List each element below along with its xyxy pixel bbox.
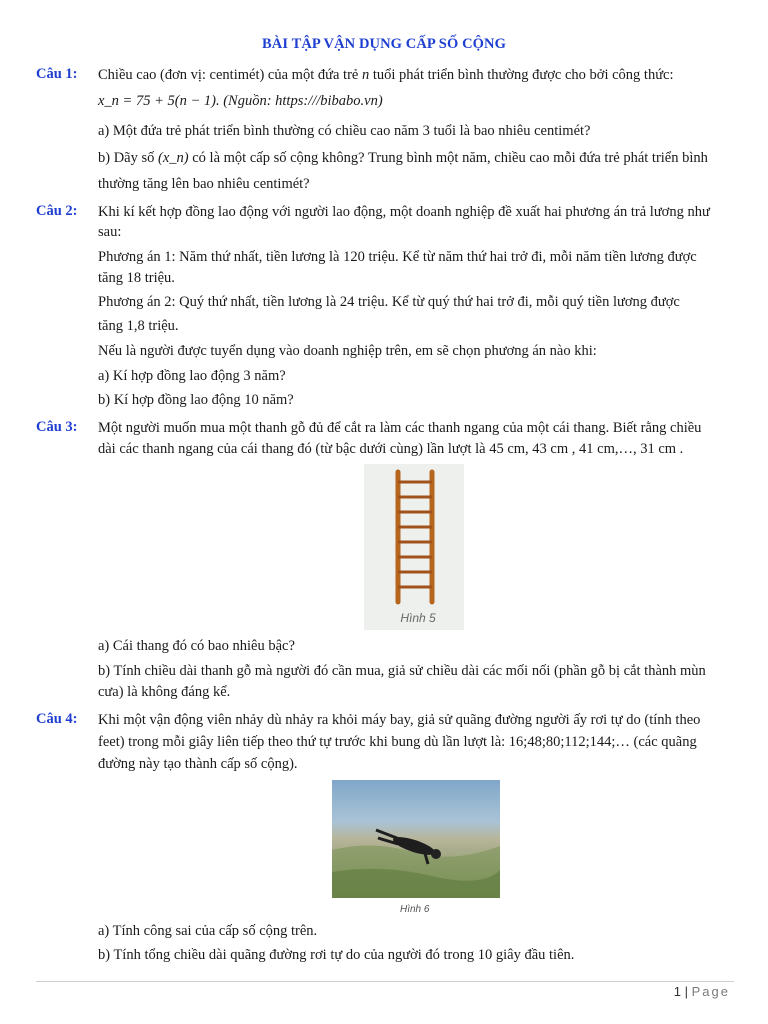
question-4-label: Câu 4: <box>36 711 78 727</box>
question-2-ask: Nếu là người được tuyển dụng vào doanh nghiệp trên, em sẽ chọn phương án nào khi: <box>98 343 597 359</box>
question-2-part-a: a) Kí hợp đồng lao động 3 năm? <box>98 368 286 384</box>
question-4-line-2: feet) trong mỗi giây liên tiếp theo thứ tự trước khi bung dù lần lượt là: 16;48;80;112;144;… (các quãng <box>98 734 697 750</box>
footer-divider <box>36 981 734 982</box>
question-3-part-b: b) Tính chiều dài thanh gỗ mà người đó cần mua, giả sử chiều dài các mối nối (phần gỗ bị cắt thành mùn <box>98 663 706 679</box>
question-1-part-b: b) Dãy số (x_n) có là một cấp số cộng không? Trung bình một năm, chiều cao mỗi đứa trẻ phát triển bình <box>98 150 708 166</box>
question-1-formula-line <box>98 92 383 110</box>
source-note: . (Nguồn: https:///bibabo.vn) <box>215 93 383 109</box>
figure-6-caption: Hình 6 <box>400 904 430 915</box>
question-1-part-b-cont: thường tăng lên bao nhiêu centimét? <box>98 176 310 192</box>
question-2-label: Câu 2: <box>36 203 78 219</box>
ladder-illustration <box>398 472 432 602</box>
page-word: Page <box>691 984 730 999</box>
question-1-label: Câu 1: <box>36 66 78 82</box>
option-1-line-2: tăng 18 triệu. <box>98 270 175 286</box>
question-2-line-2: sau: <box>98 224 122 240</box>
option-2-line-2: tăng 1,8 triệu. <box>98 318 179 334</box>
question-1-part-a: a) Một đứa trẻ phát triển bình thường có chiều cao năm 3 tuổi là bao nhiêu centimét? <box>98 123 591 139</box>
question-4-part-b: b) Tính tổng chiều dài quãng đường rơi tự do của người đó trong 10 giây đầu tiên. <box>98 947 575 963</box>
skydiver-figure <box>332 780 500 898</box>
question-1-line-1: Chiều cao (đơn vị: centimét) của một đứa trẻ n tuổi phát triển bình thường được cho bởi công thức: <box>98 67 674 83</box>
question-4-line-3: đường này tạo thành cấp số cộng). <box>98 756 298 772</box>
question-3-part-b-cont: cưa) là không đáng kể. <box>98 684 231 700</box>
question-2-part-b: b) Kí hợp đồng lao động 10 năm? <box>98 392 294 408</box>
footer-separator: | <box>684 984 688 999</box>
question-3-part-a: a) Cái thang đó có bao nhiêu bậc? <box>98 638 295 654</box>
option-1-line-1: Phương án 1: Năm thứ nhất, tiền lương là 120 triệu. Kể từ năm thứ hai trở đi, mỗi năm tiền lương được <box>98 249 697 265</box>
page-footer <box>674 984 730 999</box>
page-title: BÀI TẬP VẬN DỤNG CẤP SỐ CỘNG <box>262 36 506 52</box>
question-2-line-1: Khi kí kết hợp đồng lao động với người lao động, một doanh nghiệp đề xuất hai phương án trả lương như <box>98 204 710 220</box>
option-2-line-1: Phương án 2: Quý thứ nhất, tiền lương là 24 triệu. Kể từ quý thứ hai trở đi, mỗi quý tiền lương được <box>98 294 680 310</box>
question-3-line-1: Một người muốn mua một thanh gỗ đủ để cắt ra làm các thanh ngang của một cái thang. Biết rằng chiều <box>98 420 702 436</box>
question-3-line-2: dài các thanh ngang của cái thang đó (từ bậc dưới cùng) lần lượt là 45 cm, 43 cm , 41 cm,…, 31 cm . <box>98 441 684 457</box>
ladder-figure <box>364 464 464 630</box>
question-3-label: Câu 3: <box>36 419 78 435</box>
figure-5-caption: Hình 5 <box>400 611 436 625</box>
question-4-line-1: Khi một vận động viên nhảy dù nhảy ra khỏi máy bay, giả sử quãng đường người ấy rơi tự do (tính theo <box>98 712 701 728</box>
page-number: 1 <box>673 984 681 999</box>
formula: x_n = 75 + 5(n − 1) <box>98 93 216 109</box>
question-4-part-a: a) Tính công sai của cấp số cộng trên. <box>98 923 318 939</box>
